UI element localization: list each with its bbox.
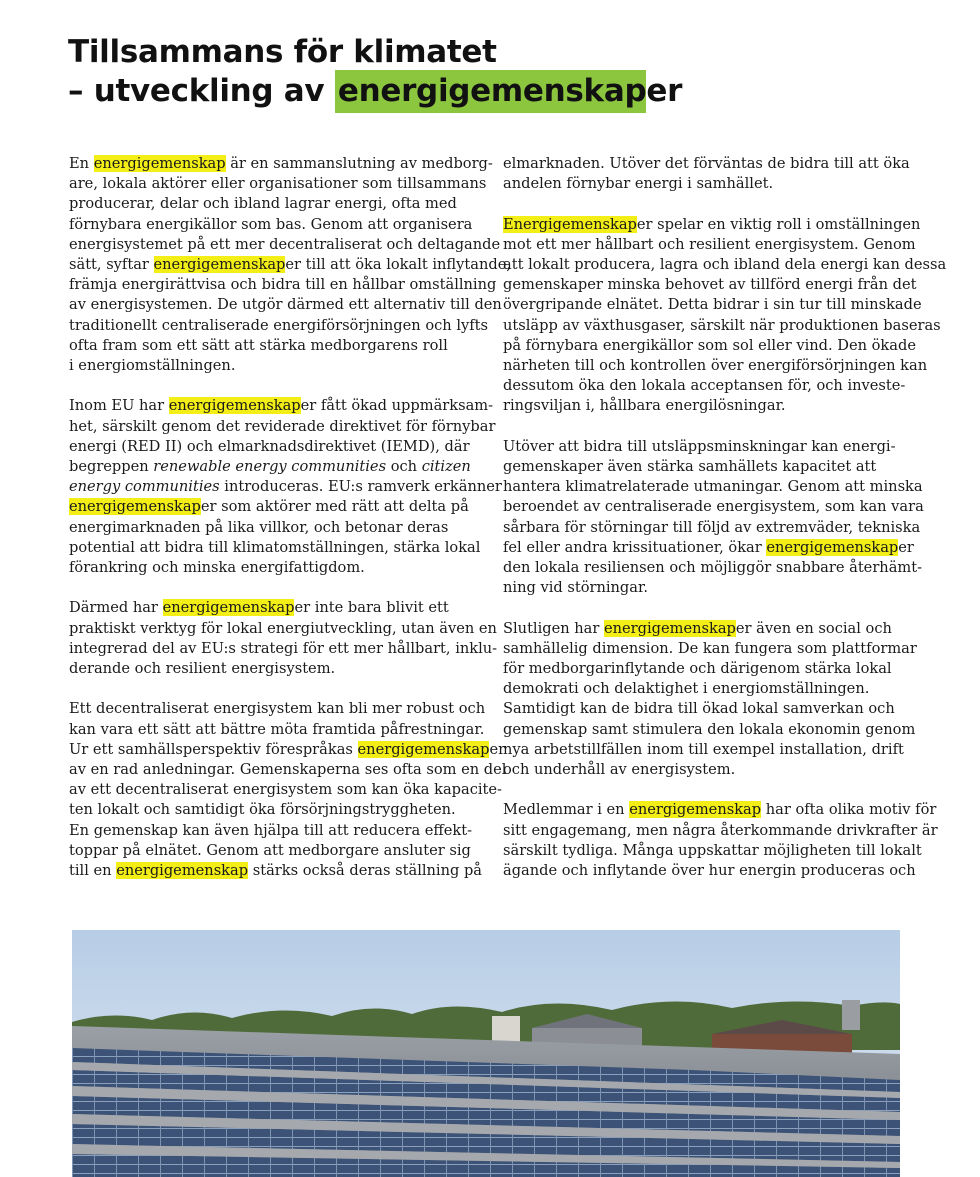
text-line: gemenskaper minska behovet av tillförd energi från det	[503, 276, 917, 294]
text-line: producerar, delar och ibland lagrar energi, ofta med	[69, 195, 457, 213]
text-line: elmarknaden. Utöver det förväntas de bidra till att öka	[503, 155, 910, 172]
keyword-highlight: energigemenskap	[604, 619, 736, 637]
text-line: för medborgarinflytande och därigenom stärka lokal	[503, 660, 892, 678]
keyword-highlight: energigemenskap	[168, 397, 301, 415]
keyword-highlight: energigemenskap	[69, 498, 201, 516]
text-line: Ur ett samhällsperspektiv förespråkas energigemenskaper	[69, 740, 506, 758]
text-line: nya arbetstillfällen inom till exempel installation, drift	[503, 740, 904, 758]
keyword-highlight: energigemenskap	[766, 538, 899, 556]
keyword-highlight: energigemenskap	[116, 862, 249, 880]
text-line: Därmed har energigemenskaper inte bara blivit ett	[69, 599, 449, 617]
text-line: övergripande elnätet. Detta bidrar i sin tur till minskade	[503, 296, 922, 314]
text-line: ägande och inflytande över hur energin produceras och	[503, 862, 916, 880]
text-line: särskilt tydliga. Många uppskattar möjligheten till lokalt	[503, 841, 922, 859]
text-line: och underhåll av energisystem.	[503, 761, 736, 779]
text-line: samhällelig dimension. De kan fungera som plattformar	[503, 639, 917, 657]
text-line: av en rad anledningar. Gemenskaperna ses ofta som en del	[69, 761, 507, 779]
keyword-highlight: energigemenskap	[93, 155, 226, 172]
text-line: ning vid störningar.	[503, 579, 648, 597]
text-line: beroendet av centraliserade energisystem, som kan vara	[503, 498, 924, 516]
text-line: En gemenskap kan även hjälpa till att reducera effekt-	[69, 821, 473, 839]
text-line: het, särskilt genom det reviderade direktivet för förnybar	[69, 417, 496, 435]
paragraph	[69, 396, 502, 578]
text-line: derande och resilient energisystem.	[69, 660, 336, 678]
text-line: främja energirättvisa och bidra till en hållbar omställning	[69, 276, 497, 294]
solar-panels-photo	[72, 930, 900, 1177]
text-line: energigemenskaper som aktörer med rätt att delta på	[69, 498, 469, 516]
paragraph	[69, 154, 511, 376]
text-line: förnybara energikällor som bas. Genom att organisera	[69, 215, 473, 233]
text-line: ofta fram som ett sätt att stärka medborgarens roll	[69, 336, 448, 354]
title-prefix: – utveckling av	[68, 73, 335, 109]
text-line: att lokalt producera, lagra och ibland dela energi kan dessa	[503, 256, 947, 273]
text-line: på förnybara energikällor som sol eller vind. Den ökade	[503, 336, 916, 354]
text-line: av energisystemen. De utgör därmed ett alternativ till den	[69, 296, 502, 314]
text-line: Energigemenskaper spelar en viktig roll i omställningen	[503, 215, 921, 233]
text-line: demokrati och delaktighet i energiomställningen.	[503, 680, 870, 698]
keyword-highlight: energigemenskap	[162, 599, 295, 617]
paragraph	[69, 699, 507, 881]
text-line: till en energigemenskap stärks också deras ställning på	[69, 862, 483, 880]
text-line: sitt engagemang, men några återkommande drivkrafter är	[503, 821, 938, 839]
text-line: praktiskt verktyg för lokal energiutveckling, utan även en	[69, 619, 497, 637]
text-line: potential att bidra till klimatomställningen, stärka lokal	[69, 538, 481, 556]
keyword-highlight: energigemenskap	[357, 740, 490, 758]
text-line: begreppen renewable energy communities och citizen	[69, 458, 471, 476]
keyword-highlight: energigemenskap	[153, 256, 286, 274]
text-line: Ett decentraliserat energisystem kan bli mer robust och	[69, 700, 486, 718]
title-highlight: energigemenskap	[335, 70, 647, 113]
left-column	[69, 154, 511, 881]
paragraph	[69, 598, 498, 679]
text-line: närheten till och kontrollen över energiförsörjningen kan	[503, 357, 928, 375]
text-line: En energigemenskap är en sammanslutning av medborg-	[69, 155, 493, 172]
text-line: gemenskaper även stärka samhällets kapacitet att	[503, 458, 877, 476]
text-line: are, lokala aktörer eller organisationer som tillsammans	[69, 175, 487, 193]
text-line: toppar på elnätet. Genom att medborgare ansluter sig	[69, 841, 471, 859]
text-line: traditionellt centraliserade energiförsörjningen och lyfts	[69, 316, 488, 334]
right-column	[503, 154, 947, 881]
text-line: hantera klimatrelaterade utmaningar. Genom att minska	[503, 478, 923, 496]
paragraph	[503, 437, 924, 599]
page-title	[68, 33, 682, 111]
text-line: Utöver att bidra till utsläppsminskningar kan energi-	[503, 437, 896, 455]
text-line: Slutligen har energigemenskaper även en social och	[503, 619, 892, 637]
text-line: i energiomställningen.	[69, 357, 236, 375]
text-line: sätt, syftar energigemenskaper till att öka lokalt inflytande,	[69, 256, 511, 274]
keyword-highlight: Energigemenskap	[503, 215, 637, 233]
text-line: mot ett mer hållbart och resilient energisystem. Genom	[503, 235, 916, 253]
text-line: den lokala resiliensen och möjliggör snabbare återhämt-	[503, 559, 923, 577]
text-line: kan vara ett sätt att bättre möta framtida påfrestningar.	[69, 720, 485, 738]
text-line: dessutom öka den lokala acceptansen för, och investe-	[503, 377, 906, 395]
text-line: ten lokalt och samtidigt öka försörjningstryggheten.	[69, 801, 456, 819]
text-line: gemenskap samt stimulera den lokala ekonomin genom	[503, 720, 916, 738]
text-line: Medlemmar i en energigemenskap har ofta olika motiv för	[503, 801, 937, 819]
text-line: fel eller andra krissituationer, ökar energigemenskaper	[503, 538, 914, 556]
title-line-1: Tillsammans för klimatet	[68, 34, 497, 70]
text-line: av ett decentraliserat energisystem som kan öka kapacite-	[69, 781, 502, 799]
text-line: energy communities introduceras. EU:s ramverk erkänner	[69, 478, 502, 496]
text-line: Inom EU har energigemenskaper fått ökad uppmärksam-	[69, 397, 494, 415]
text-line: integrerad del av EU:s strategi för ett mer hållbart, inklu-	[69, 639, 498, 657]
text-line: förankring och minska energifattigdom.	[69, 559, 365, 577]
paragraph	[503, 800, 938, 881]
title-suffix: er	[646, 73, 683, 109]
keyword-highlight: energigemenskap	[629, 801, 762, 819]
text-line: sårbara för störningar till följd av extremväder, tekniska	[503, 518, 921, 536]
text-line: Samtidigt kan de bidra till ökad lokal samverkan och	[503, 700, 895, 718]
paragraph	[503, 215, 947, 417]
paragraph	[503, 154, 911, 194]
text-line: energimarknaden på lika villkor, och betonar deras	[69, 518, 449, 536]
text-line: ringsviljan i, hållbara energilösningar.	[503, 397, 786, 415]
text-line: utsläpp av växthusgaser, särskilt när produktionen baseras	[503, 316, 941, 334]
title-line-2	[68, 72, 682, 111]
text-line: energi (RED II) och elmarknadsdirektivet (IEMD), där	[69, 437, 470, 455]
text-line: energisystemet på ett mer decentraliserat och deltagande	[69, 235, 501, 253]
text-line: andelen förnybar energi i samhället.	[503, 175, 774, 193]
paragraph	[503, 619, 917, 781]
